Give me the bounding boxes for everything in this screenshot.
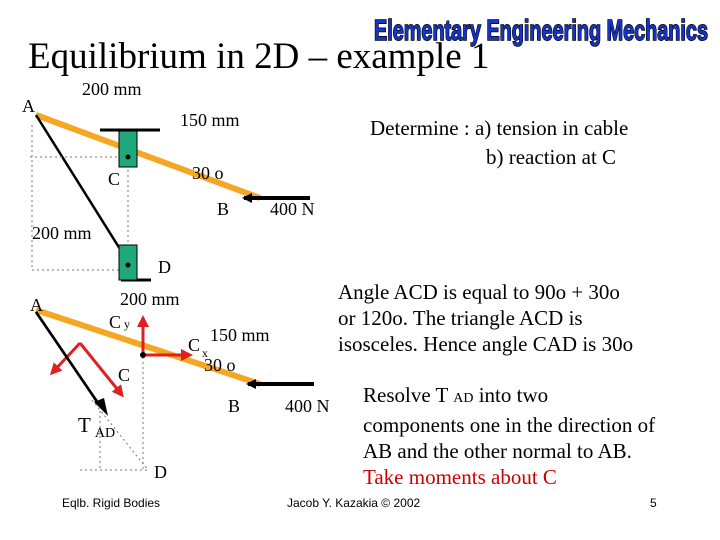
task-line-1: Determine : a) tension in cable (370, 116, 629, 140)
pin-support-c (119, 131, 137, 167)
upper-diagram (30, 115, 310, 280)
take-moments-emphasis: Take moments about C (363, 465, 557, 489)
label-cx: C $_x$ (188, 335, 209, 360)
angle-30-lower: 30 o (204, 355, 236, 375)
force-400n-upper: 400 N (270, 199, 315, 219)
label-cy: Cy (109, 312, 131, 332)
task-line-2: b) reaction at C (486, 145, 617, 169)
lower-diagram (36, 310, 314, 470)
angle-explanation: Angle ACD is equal to 90o + 30o or 120o. The triangle ACD is isosceles. Hence angle CAD is 30o (338, 280, 634, 356)
label-tension-tad: T $_{AD}$ (78, 413, 116, 441)
dim-150mm-upper: 150 mm (180, 110, 240, 130)
angle-30-upper: 30 o (192, 163, 224, 183)
footer-center: Jacob Y. Kazakia © 2002 (287, 496, 421, 510)
dim-200mm-lower: 200 mm (120, 289, 180, 309)
pin-c (126, 155, 131, 160)
page-number: 5 (650, 496, 657, 510)
pin-c-lower (140, 352, 146, 358)
label-a-upper: A (22, 96, 35, 116)
force-400n-lower: 400 N (285, 396, 330, 416)
svg-text:Elementary Engineering Mechani: Elementary Engineering Mechanics (374, 15, 708, 47)
dim-200mm-top: 200 mm (82, 79, 142, 99)
dim-200mm-left: 200 mm (32, 223, 92, 243)
label-c-upper: C (108, 169, 121, 189)
label-c-lower: C (118, 365, 131, 385)
label-a-lower: A (30, 295, 43, 315)
label-b-lower: B (228, 396, 241, 416)
dim-150mm-lower: 150 mm (210, 325, 270, 345)
label-d-upper: D (158, 257, 171, 277)
footer-left: Eqlb. Rigid Bodies (62, 496, 161, 510)
label-b-upper: B (217, 199, 230, 219)
resolve-explanation: Resolve T AD into two components one in the direction of AB and the other normal to AB. Take moments about C (363, 383, 656, 489)
pin-d (126, 263, 131, 268)
label-d-lower: D (154, 462, 167, 482)
slide-title: Equilibrium in 2D – example 1 (28, 36, 490, 77)
